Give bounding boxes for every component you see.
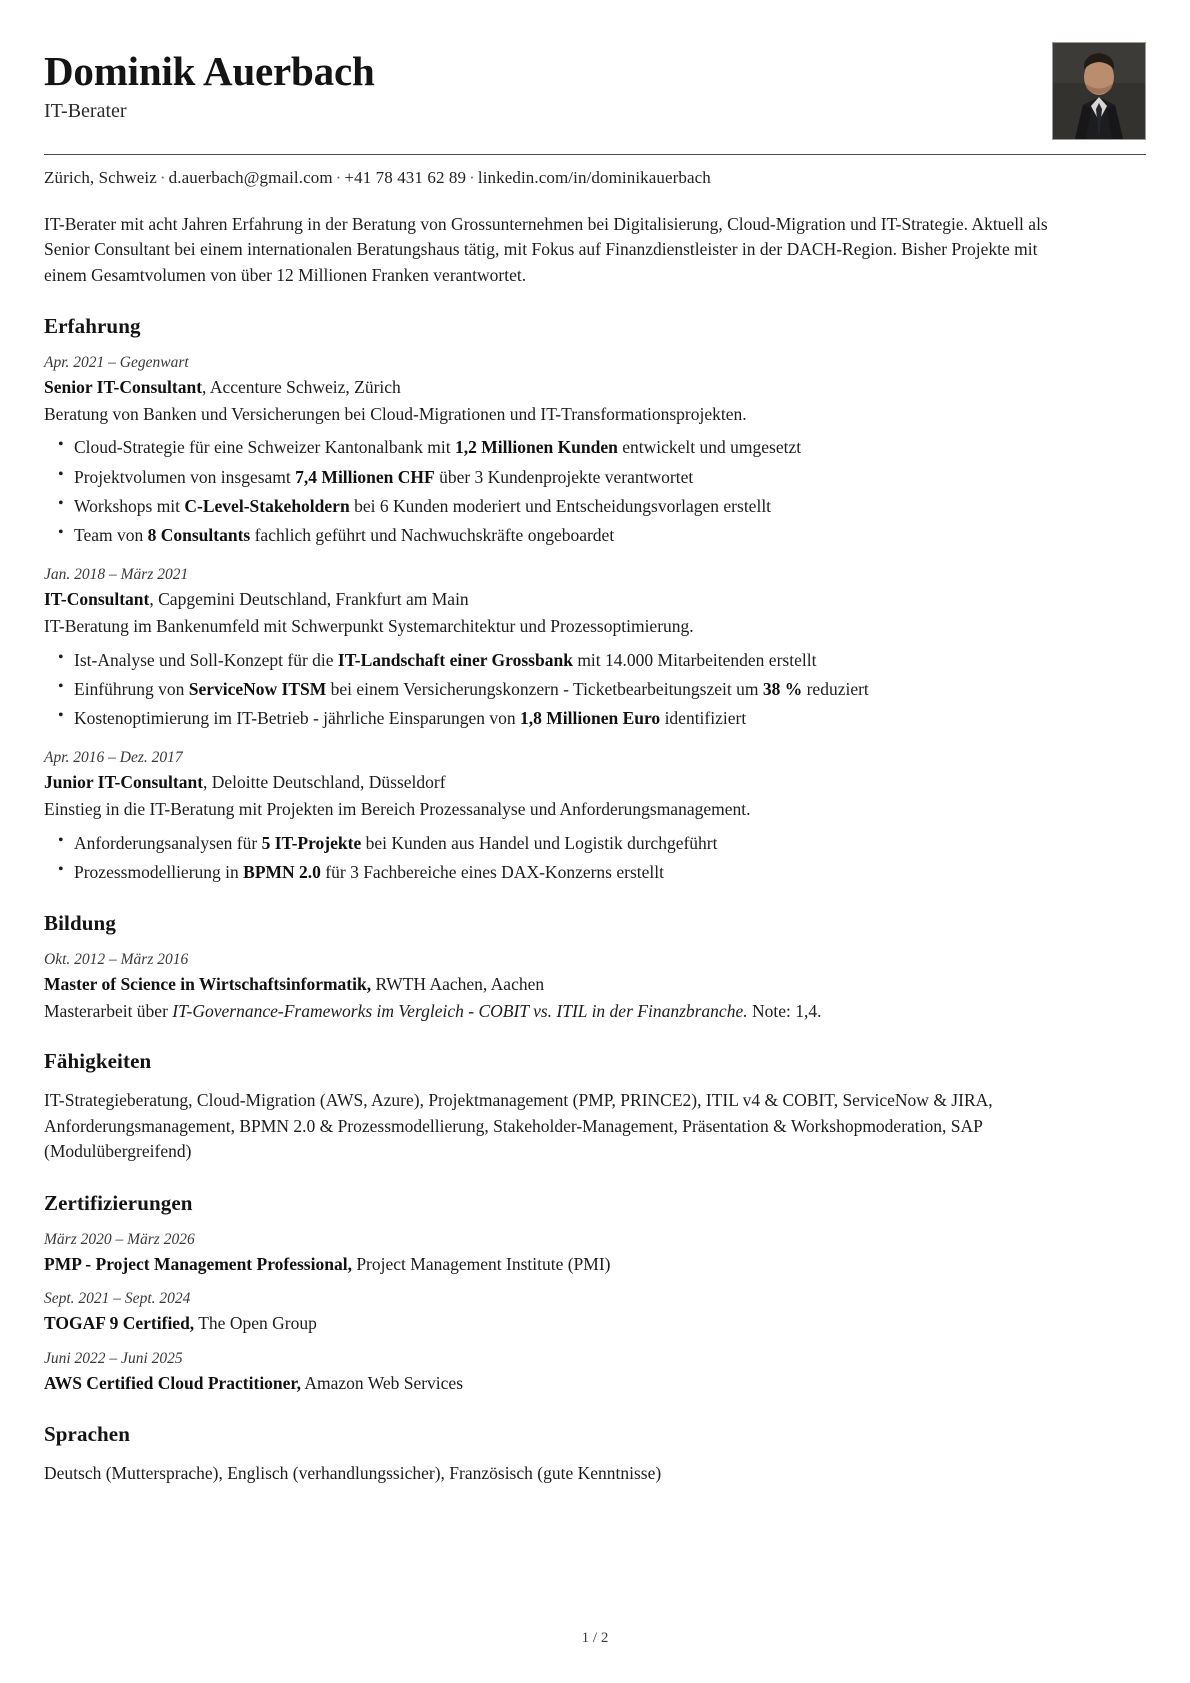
bullet-item (74, 464, 1146, 490)
bullet-item (74, 676, 1146, 702)
bullet-pre: Cloud-Strategie für eine Schweizer Kantonalbank mit (74, 437, 455, 458)
bullet-pre: Prozessmodellierung in (74, 861, 244, 882)
bullet-item (74, 705, 1146, 731)
thesis-prefix: Masterarbeit über (44, 1000, 173, 1021)
entry-job-title: IT-Consultant (44, 589, 150, 610)
entry-bullet-list (44, 434, 1146, 548)
certification-issuer: The Open Group (194, 1313, 317, 1334)
bullet-post: mit 14.000 Mitarbeitenden erstellt (572, 649, 817, 670)
page-indicator: 1 / 2 (581, 1630, 609, 1646)
bullet-highlight-secondary: 38 % (762, 678, 803, 699)
entry-organisation: , Capgemini Deutschland, Frankfurt am Main (149, 589, 469, 610)
education-entry (44, 950, 1146, 1023)
entry-description: Beratung von Banken und Versicherungen bei Cloud-Migrationen und IT-Transformationsprojekten. (44, 403, 747, 424)
bullet-pre: Einführung von (74, 678, 189, 699)
certification-issuer: Amazon Web Services (300, 1373, 464, 1394)
certification-name: PMP - Project Management Professional, (44, 1253, 352, 1274)
section-title-languages: Sprachen (44, 1421, 130, 1446)
entry-description: IT-Beratung im Bankenumfeld mit Schwerpunkt Systemarchitektur und Prozessoptimierung. (44, 616, 694, 637)
certification-name: AWS Certified Cloud Practitioner, (44, 1373, 301, 1394)
bullet-post: über 3 Kundenprojekte verantwortet (434, 466, 694, 487)
bullet-highlight: C-Level-Stakeholdern (184, 495, 350, 516)
resume-header (44, 36, 1146, 140)
contact-phone[interactable]: +41 78 431 62 89 (344, 168, 467, 187)
contact-separator: · (159, 168, 166, 187)
bullet-highlight: ServiceNow ITSM (188, 678, 327, 699)
bullet-highlight: IT-Landschaft einer Grossbank (337, 649, 573, 670)
entry-job-title: Senior IT-Consultant (44, 377, 203, 398)
bullet-post-secondary: reduziert (802, 678, 869, 699)
entry-date: Jan. 2018 – März 2021 (44, 566, 189, 584)
page-footer (0, 1630, 1190, 1647)
contact-email[interactable]: d.auerbach@gmail.com (168, 168, 333, 187)
bullet-post: identifiziert (660, 708, 747, 729)
bullet-post: bei 6 Kunden moderiert und Entscheidungsvorlagen erstellt (349, 495, 772, 516)
entry-thesis-line (44, 999, 1146, 1024)
entry-organisation: , Deloitte Deutschland, Düsseldorf (203, 772, 446, 793)
contact-location: Zürich, Schweiz (44, 168, 157, 187)
bullet-item (74, 859, 1146, 885)
entry-date: Juni 2022 – Juni 2025 (44, 1350, 183, 1368)
entry-job-title: Junior IT-Consultant (44, 772, 204, 793)
section-title-experience: Erfahrung (44, 314, 141, 339)
entry-date: März 2020 – März 2026 (44, 1230, 195, 1248)
skills-text: IT-Strategieberatung, Cloud-Migration (AWS, Azure), Projektmanagement (PMP, PRINCE2), ITIL v4 & COBIT, ServiceNow & JIRA, Anforderungsmanagement, BPMN 2.0 & Prozessmodellierung, Stakeholder-Management, Präsentation & Workshopmoderation, SAP (Modulübergreifend) (44, 1090, 993, 1162)
thesis-title: IT-Governance-Frameworks im Vergleich - COBIT vs. ITIL in der Finanzbranche. (172, 1000, 748, 1021)
section-languages (44, 1422, 1146, 1486)
bullet-item (74, 830, 1146, 856)
certification-line (44, 1253, 1146, 1277)
candidate-role: IT-Berater (44, 100, 127, 123)
bullet-highlight: BPMN 2.0 (243, 861, 321, 882)
bullet-item (74, 434, 1146, 460)
bullet-highlight: 8 Consultants (147, 525, 251, 546)
section-title-skills: Fähigkeiten (44, 1049, 152, 1074)
entry-description: Einstieg in die IT-Beratung mit Projekten im Bereich Prozessanalyse und Anforderungsmanagement. (44, 799, 751, 820)
entry-date: Okt. 2012 – März 2016 (44, 951, 189, 969)
certification-issuer: Project Management Institute (PMI) (351, 1253, 611, 1274)
bullet-item (74, 647, 1146, 673)
bullet-post: für 3 Fachbereiche eines DAX-Konzerns erstellt (320, 861, 664, 882)
contact-separator: · (469, 168, 475, 187)
certification-name: TOGAF 9 Certified, (44, 1313, 195, 1334)
section-skills (44, 1049, 1146, 1164)
bullet-pre: Kostenoptimierung im IT-Betrieb - jährliche Einsparungen von (74, 708, 520, 729)
bullet-pre: Ist-Analyse und Soll-Konzept für die (74, 649, 338, 670)
bullet-pre: Workshops mit (74, 495, 185, 516)
bullet-highlight: 5 IT-Projekte (261, 832, 362, 853)
candidate-name: Dominik Auerbach (44, 48, 375, 94)
contact-separator: · (335, 168, 342, 187)
contact-linkedin[interactable]: linkedin.com/in/dominikauerbach (477, 168, 711, 187)
bullet-item (74, 493, 1146, 519)
bullet-post: entwickelt und umgesetzt (617, 437, 802, 458)
entry-organisation: , Accenture Schweiz, Zürich (202, 377, 401, 398)
contact-line (44, 167, 1146, 190)
header-divider (44, 154, 1146, 155)
entry-title-line (44, 376, 1146, 400)
certification-entry (44, 1289, 1146, 1336)
section-education (44, 911, 1146, 1023)
experience-entry (44, 353, 1146, 548)
bullet-highlight: 7,4 Millionen CHF (295, 466, 435, 487)
certification-line (44, 1312, 1146, 1336)
bullet-item (74, 522, 1146, 548)
bullet-pre: Projektvolumen von insgesamt (74, 466, 296, 487)
bullet-post: bei einem Versicherungskonzern - Ticketbearbeitungszeit um (326, 678, 763, 699)
professional-summary: IT-Berater mit acht Jahren Erfahrung in der Beratung von Grossunternehmen bei Digitalisierung, Cloud-Migration und IT-Strategie. Aktuell als Senior Consultant bei einem internationalen Beratungshaus tätig, mit Fokus auf Finanzdienstleister in der DACH-Region. Bisher Projekte mit einem Gesamtvolumen von über 12 Millionen Franken verantwortet. (44, 213, 1048, 285)
section-certifications (44, 1191, 1146, 1396)
bullet-pre: Team von (74, 525, 148, 546)
entry-degree-line (44, 973, 1146, 997)
bullet-highlight: 1,2 Millionen Kunden (455, 437, 618, 458)
entry-title-line (44, 771, 1146, 795)
entry-title-line (44, 588, 1146, 612)
bullet-pre: Anforderungsanalysen für (74, 832, 262, 853)
portrait-photo (1052, 42, 1146, 140)
bullet-post: fachlich geführt und Nachwuchskräfte ongeboardet (250, 525, 615, 546)
section-title-certifications: Zertifizierungen (44, 1190, 193, 1215)
certification-line (44, 1372, 1146, 1396)
section-experience (44, 314, 1146, 885)
experience-entry (44, 748, 1146, 885)
experience-entry (44, 565, 1146, 731)
entry-date: Apr. 2016 – Dez. 2017 (44, 749, 183, 767)
entry-date: Sept. 2021 – Sept. 2024 (44, 1290, 191, 1308)
section-title-education: Bildung (44, 911, 116, 936)
entry-bullet-list (44, 647, 1146, 732)
thesis-grade: Note: 1,4. (747, 1000, 822, 1021)
entry-bullet-list (44, 830, 1146, 886)
entry-institution: RWTH Aachen, Aachen (371, 974, 545, 995)
entry-degree: Master of Science in Wirtschaftsinformatik, (44, 974, 372, 995)
bullet-post: bei Kunden aus Handel und Logistik durchgeführt (361, 832, 718, 853)
languages-text: Deutsch (Muttersprache), Englisch (verhandlungssicher), Französisch (gute Kenntnisse) (44, 1462, 662, 1483)
header-identity (44, 42, 375, 123)
certification-entry (44, 1230, 1146, 1277)
entry-date: Apr. 2021 – Gegenwart (44, 354, 189, 372)
certification-entry (44, 1349, 1146, 1396)
bullet-highlight: 1,8 Millionen Euro (520, 708, 661, 729)
